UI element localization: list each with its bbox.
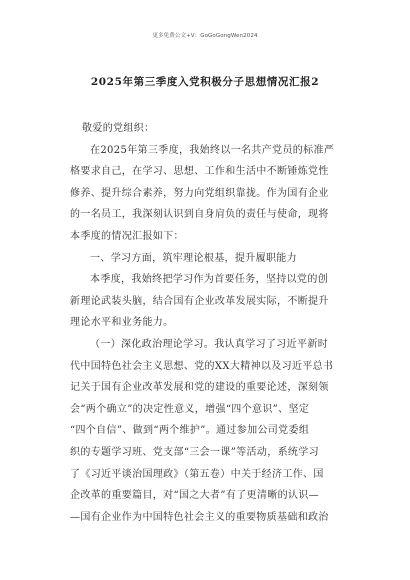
paragraph-line: 本季度，我始终把学习作为首要任务，坚持以党的创 — [90, 274, 329, 286]
section-heading: 一、学习方面，筑牢理论根基，提升履职能力 — [90, 252, 297, 264]
header-note: 更多免费公文+V：GoGoGongWen2024 — [152, 33, 258, 39]
paragraph-line: 本季度的情况汇报如下： — [70, 230, 184, 242]
paragraph-line: 织的专题学习班、党支部“三会一课”等活动，系统学习 — [70, 446, 319, 458]
paragraph-line: “四个自信”、做到“两个维护”。通过参加公司党委组 — [70, 425, 310, 437]
paragraph-line: （一）深化政治理论学习。我认真学习了习近平新时 — [90, 338, 329, 350]
paragraph-line: 在2025年第三季度，我始终以一名共产党员的标准严 — [90, 144, 335, 156]
document-title: 2025年第三季度入党积极分子思想情况汇报2 — [90, 76, 320, 88]
paragraph-line: 代中国特色社会主义思想、党的XX大精神以及习近平总书 — [70, 360, 334, 372]
paragraph-line: 了《习近平谈治国理政》（第五卷）中关于经济工作、国 — [70, 468, 324, 480]
paragraph-line: 企改革的重要篇目，对“国之大者”有了更清晰的认识— — [70, 490, 319, 502]
paragraph-line: 新理论武装头脑，结合国有企业改革发展实际，不断提升 — [70, 295, 329, 307]
paragraph-line: 会“两个确立”的决定性意义，增强“四个意识”、坚定 — [70, 403, 310, 415]
paragraph-line: 的一名员工，我深刻认识到自身肩负的责任与使命，现将 — [70, 209, 329, 221]
paragraph-line: —国有企业作为中国特色社会主义的重要物质基础和政治 — [70, 511, 329, 523]
paragraph-line: 格要求自己，在学习、思想、工作和生活中不断锤炼党性 — [70, 166, 329, 178]
paragraph-line: 记关于国有企业改革发展和党的建设的重要论述，深刻领 — [70, 382, 329, 394]
paragraph-line: 修养、提升综合素养，努力向党组织靠拢。作为国有企业 — [70, 187, 329, 199]
paragraph-line: 理论水平和业务能力。 — [70, 317, 174, 329]
document-body — [70, 118, 346, 528]
salutation: 敬爱的党组织： — [82, 123, 155, 134]
